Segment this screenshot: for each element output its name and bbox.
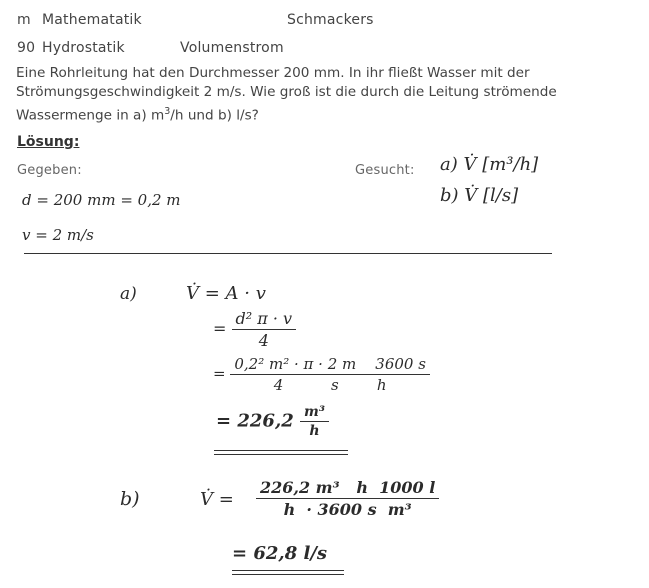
part-a-step-1: V̇ = A · v [186, 283, 266, 304]
part-b-result: = 62,8 l/s [232, 543, 328, 564]
given-label: Gegeben: [17, 163, 82, 178]
sought-b: b) V̇ [l/s] [440, 185, 519, 206]
part-a-result: = 226,2 $\frac{\text{m³}}{h}$ [216, 404, 329, 439]
subject-title: Mathematatik [42, 12, 142, 28]
sought-label: Gesucht: [355, 163, 415, 178]
task-line-3: Wassermenge in a) $m^3/h$ und b) l/s? [16, 106, 259, 124]
solution-heading: Lösung: [17, 134, 80, 150]
part-a-step-2-denominator: 4 [258, 331, 269, 350]
result-b-underline-1 [232, 570, 344, 571]
chapter-number: 90 [17, 40, 36, 56]
task-line-2: Strömungsgeschwindigkeit 2 m/s. Wie groß ist die durch die Leitung strömende [16, 84, 557, 100]
subject-prefix: m [17, 12, 31, 28]
part-b-denominator: h · 3600 s m³ [283, 500, 412, 519]
separator-line [24, 253, 552, 254]
part-b-numerator: 226,2 m³ h 1000 l [256, 478, 439, 499]
part-a-result-value: 226,2 [237, 410, 294, 432]
given-velocity: v = 2 m/s [22, 226, 94, 244]
part-a-step-2: = $\frac{\text{d² π · v}}{4}$ [213, 309, 296, 350]
task-text [16, 64, 636, 126]
part-b-label: b) [120, 488, 140, 510]
part-b-lhs: V̇ = [200, 489, 234, 510]
part-b-result-value: 62,8 l/s [253, 543, 328, 564]
result-a-underline-1 [214, 450, 348, 451]
chapter-title: Hydrostatik [42, 40, 125, 56]
part-b-fraction [256, 478, 439, 519]
task-line-1: Eine Rohrleitung hat den Durchmesser 200 mm. In ihr fließt Wasser mit der [16, 65, 530, 81]
part-a-step-3-numerator: 0,2² m² · π · 2 m 3600 s [230, 355, 430, 375]
part-a-label: a) [120, 284, 137, 304]
sought-a: a) V̇ [m³/h] [440, 154, 539, 175]
given-diameter: d = 200 mm = 0,2 m [22, 191, 181, 209]
result-a-underline-2 [214, 454, 348, 455]
part-a-result-unit-den: h [309, 423, 320, 439]
topic-title: Volumenstrom [180, 40, 284, 56]
part-a-step-3-denominator: 4 s h [273, 376, 387, 394]
part-a-step-3: = $\frac{\text{0,2² m² · π · 2 m 3600 s}}{\text{4 s h}}$ [213, 355, 430, 394]
author-name: Schmackers [287, 12, 374, 28]
result-b-underline-2 [232, 574, 344, 575]
part-a-step-2-numerator: d² π · v [232, 309, 297, 330]
part-a-result-unit-num: m³ [300, 404, 329, 422]
